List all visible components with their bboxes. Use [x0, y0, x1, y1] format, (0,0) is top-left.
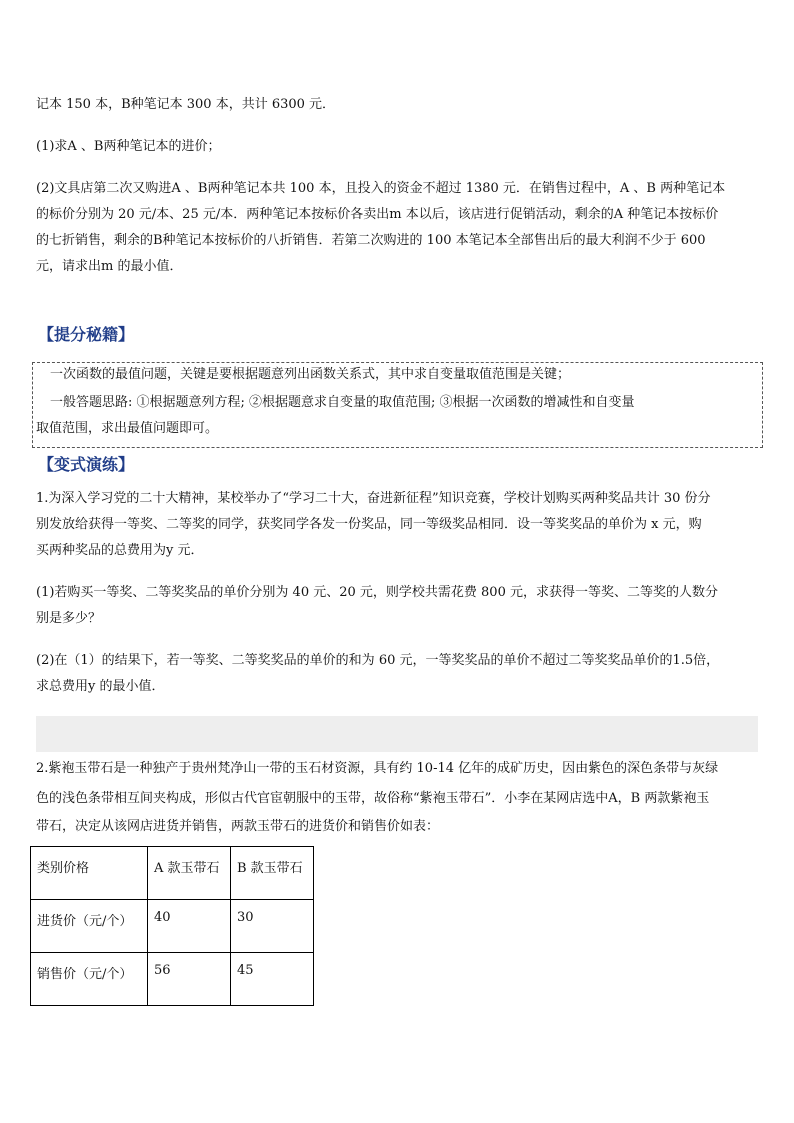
- tips-line: 取值范围，求出最值问题即可。: [36, 421, 219, 436]
- table-cell: 40: [148, 900, 231, 953]
- practice-heading: 【变式演练】: [38, 455, 135, 474]
- table-row: [31, 900, 314, 953]
- table-row: [31, 953, 314, 1006]
- table-header-cell: A 款玉带石: [148, 847, 231, 900]
- problem-1-q1-line: 别是多少？: [36, 611, 102, 626]
- problem-1-line: 别发放给获得一等奖、二等奖的同学，获奖同学各发一份奖品，同一等级奖品相同．设一等奖奖品的单价为 x 元，购: [36, 517, 702, 532]
- table-header-row: [31, 847, 314, 900]
- problem-1-q2-line: 求总费用y 的最小值．: [36, 679, 165, 694]
- table-cell: 进货价（元/个）: [31, 900, 148, 953]
- tips-line: 一般答题思路: ①根据题意列方程; ②根据题意求自变量的取值范围; ③根据一次函数的增减性和自变量: [50, 395, 635, 410]
- problem-2-line: 色的浅色条带相互间夹构成，形似古代官宦朝服中的玉带，故俗称“紫袍玉带石”．小李在某网店选中A，B 两款紫袍玉: [36, 791, 710, 806]
- table-cell: 56: [148, 953, 231, 1006]
- tips-heading: 【提分秘籍】: [38, 325, 135, 344]
- price-table: [30, 846, 314, 1006]
- tips-line: 一次函数的最值问题，关键是要根据题意列出函数关系式，其中求自变量取值范围是关键；: [50, 367, 571, 382]
- problem-2-line: 2.紫袍玉带石是一种独产于贵州梵净山一带的玉石材资源，具有约 10-14 亿年的成矿历史，因由紫色的深色条带与灰绿: [36, 761, 719, 776]
- question-2-line: 的标价分别为 20 元/本、25 元/本．两种笔记本按标价各卖出m 本以后，该店进行促销活动，剩余的A 种笔记本按标价: [36, 207, 719, 222]
- question-2-line: 元，请求出m 的最小值．: [36, 259, 183, 274]
- table-header-cell: B 款玉带石: [231, 847, 314, 900]
- question-2-line: (2)文具店第二次又购进A 、B两种笔记本共 100 本，且投入的资金不超过 1380 元．在销售过程中，A 、B 两种笔记本: [36, 181, 726, 196]
- problem-1-q1-line: (1)若购买一等奖、二等奖奖品的单价分别为 40 元、20 元，则学校共需花费 800 元，求获得一等奖、二等奖的人数分: [36, 585, 718, 600]
- problem-2-line: 带石，决定从该网店进货并销售，两款玉带石的进货价和销售价如表：: [36, 819, 440, 834]
- question-1: (1)求A 、B两种笔记本的进价；: [36, 139, 221, 154]
- table-cell: 30: [231, 900, 314, 953]
- problem-1-line: 买两种奖品的总费用为y 元．: [36, 543, 204, 558]
- problem-1-q2-line: (2)在（1）的结果下，若一等奖、二等奖奖品的单价的和为 60 元，一等奖奖品的单价不超过二等奖奖品单价的1.5倍，: [36, 653, 720, 668]
- table-header-cell: 类别价格: [31, 847, 148, 900]
- problem-line: 记本 150 本，B种笔记本 300 本，共计 6300 元．: [36, 97, 336, 112]
- question-2-line: 的七折销售，剩余的B种笔记本按标价的八折销售．若第二次购进的 100 本笔记本全部售出后的最大利润不少于 600: [36, 233, 706, 248]
- table-cell: 45: [231, 953, 314, 1006]
- table-cell: 销售价（元/个）: [31, 953, 148, 1006]
- problem-1-line: 1.为深入学习党的二十大精神，某校举办了“学习二十大，奋进新征程”知识竞赛，学校计划购买两种奖品共计 30 份分: [36, 491, 711, 506]
- separator-band: [36, 716, 758, 752]
